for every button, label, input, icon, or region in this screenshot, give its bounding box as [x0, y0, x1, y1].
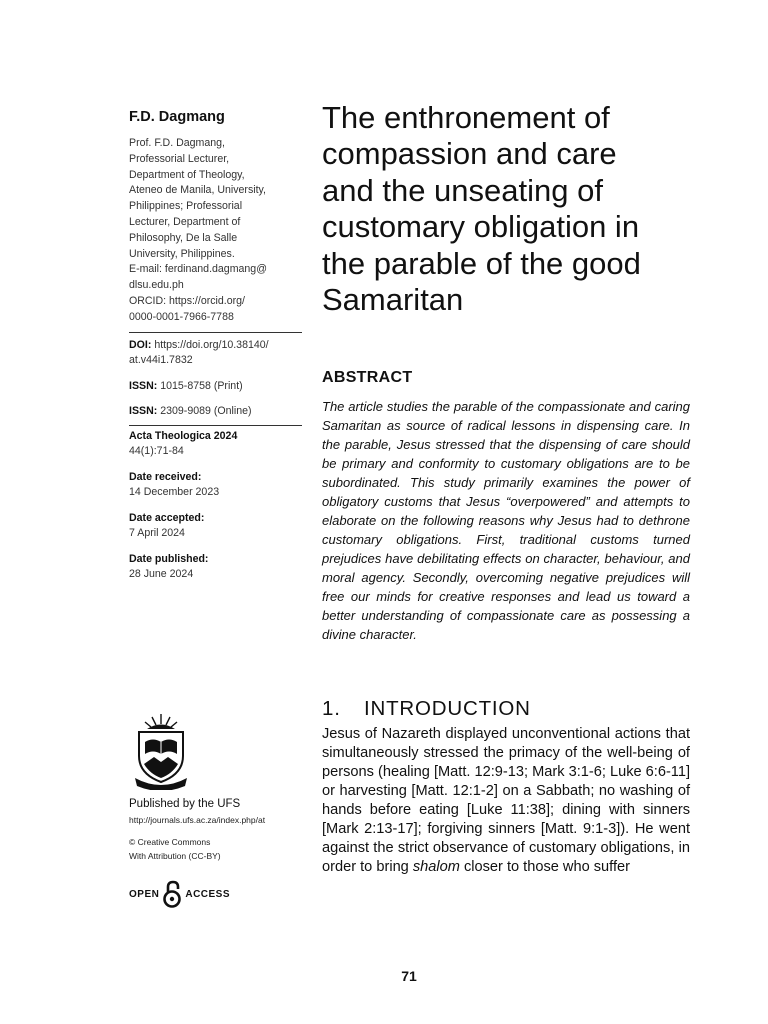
body-text: closer to those who suffer [459, 859, 630, 875]
date-received-block [129, 470, 302, 501]
journal-name: Acta Theologica 2024 [129, 429, 238, 442]
doi-link[interactable]: at.v44i1.7832 [129, 354, 193, 367]
issn-online: 2309-9089 (Online) [160, 405, 252, 418]
doi-block [129, 338, 302, 369]
bio-line: Professorial Lecturer, [129, 152, 230, 165]
article-title [322, 100, 690, 318]
title-line: The enthronement of [322, 100, 610, 135]
bio-line: Philippines; Professorial [129, 200, 243, 213]
abstract-text: The article studies the parable of the compassionate and caring Samaritan as source of radical lessons in dispensing care. In the parable, Jesus stressed that the dispensing of care should be primary and conformity to customary obligations are to be subordinated. This study primarily examines the power of obligatory customs that Jesus “overpowered” and attempts to elaborate on the following reasons why Jesus had to dethrone customary obligations. First, traditional customs turned prejudices have debilitating effects on character, behaviour, and moral agency. Secondly, overcoming negative prejudices will free our minds for creative responses and lead us toward a better understanding of compassionate care as possessing a divine character. [322, 399, 690, 642]
date-published: 28 June 2024 [129, 568, 194, 581]
date-accepted-label: Date accepted: [129, 511, 205, 524]
oa-access-text: ACCESS [185, 888, 231, 900]
doi-label: DOI: [129, 338, 152, 351]
emphasis-text: shalom [412, 859, 460, 875]
section-number: 1. [322, 697, 341, 720]
date-published-block [129, 552, 302, 583]
divider [129, 332, 302, 333]
journal-url-link[interactable]: http://journals.ufs.ac.za/index.php/at [129, 815, 266, 825]
issn-label: ISSN: [129, 379, 158, 392]
oa-open-text: OPEN [129, 888, 160, 900]
date-accepted: 7 April 2024 [129, 527, 185, 540]
bio-line: Philosophy, De la Salle [129, 231, 238, 244]
bio-line: University, Philippines. [129, 247, 235, 260]
section-heading [322, 697, 531, 721]
title-line: compassion and care [322, 136, 617, 172]
title-line: the parable of the good [322, 245, 641, 281]
bio-line: Ateneo de Manila, University, [129, 184, 266, 197]
section-title: INTRODUCTION [364, 697, 531, 720]
page-number: 71 [401, 968, 417, 984]
published-by: Published by the UFS [129, 798, 241, 810]
date-published-label: Date published: [129, 552, 209, 565]
journal-ref: 44(1):71-84 [129, 445, 184, 458]
open-access-badge [129, 879, 309, 909]
issn-online-block [129, 404, 302, 420]
title-line: Samaritan [322, 282, 464, 318]
license-line: With Attribution (CC-BY) [129, 851, 221, 861]
bio-line: Lecturer, Department of [129, 215, 241, 228]
license-line: © Creative Commons [129, 837, 211, 847]
open-access-lock-icon [162, 879, 182, 909]
orcid-line[interactable]: ORCID: https://orcid.org/ [129, 294, 245, 307]
email-line[interactable]: dlsu.edu.ph [129, 279, 184, 292]
body-paragraph [322, 725, 690, 877]
bio-line: Department of Theology, [129, 168, 245, 181]
author-bio [129, 136, 302, 326]
article-main [322, 100, 691, 875]
author-name: F.D. Dagmang [129, 109, 225, 125]
issn-print: 1015-8758 (Print) [160, 379, 243, 392]
author-sidebar [129, 108, 302, 583]
doi-link[interactable]: https://doi.org/10.38140/ [154, 338, 269, 351]
body-text: Jesus of Nazareth displayed unconventional actions that simultaneously stressed the primacy of the well-being of persons (healing [Matt. 12:9-13; Mark 3:1-6; Luke 6:6-11] or harvesting [Matt. 12:1-2] on a Sabbath; no washing of hands before eating [Luke 11:38]; dining with sinners [Mark 2:13-17]; forgiving sinners [Matt. 9:1-3]). He went against the strict observance of customary obligations, in order to bring [322, 726, 691, 875]
divider [129, 425, 302, 426]
journal-block [129, 429, 302, 460]
email-line[interactable]: E-mail: ferdinand.dagmang@ [129, 263, 267, 276]
issn-print-block [129, 379, 302, 395]
date-accepted-block [129, 511, 302, 542]
bio-line: Prof. F.D. Dagmang, [129, 137, 225, 149]
publisher-block [129, 712, 309, 909]
license-text [129, 835, 309, 863]
date-received: 14 December 2023 [129, 486, 220, 499]
ufs-crest-logo [132, 712, 190, 790]
issn-label: ISSN: [129, 405, 158, 418]
abstract-heading: ABSTRACT [322, 369, 413, 386]
title-line: and the unseating of [322, 172, 603, 208]
title-line: customary obligation in [322, 209, 640, 245]
orcid-line[interactable]: 0000-0001-7966-7788 [129, 310, 234, 323]
date-received-label: Date received: [129, 470, 202, 483]
